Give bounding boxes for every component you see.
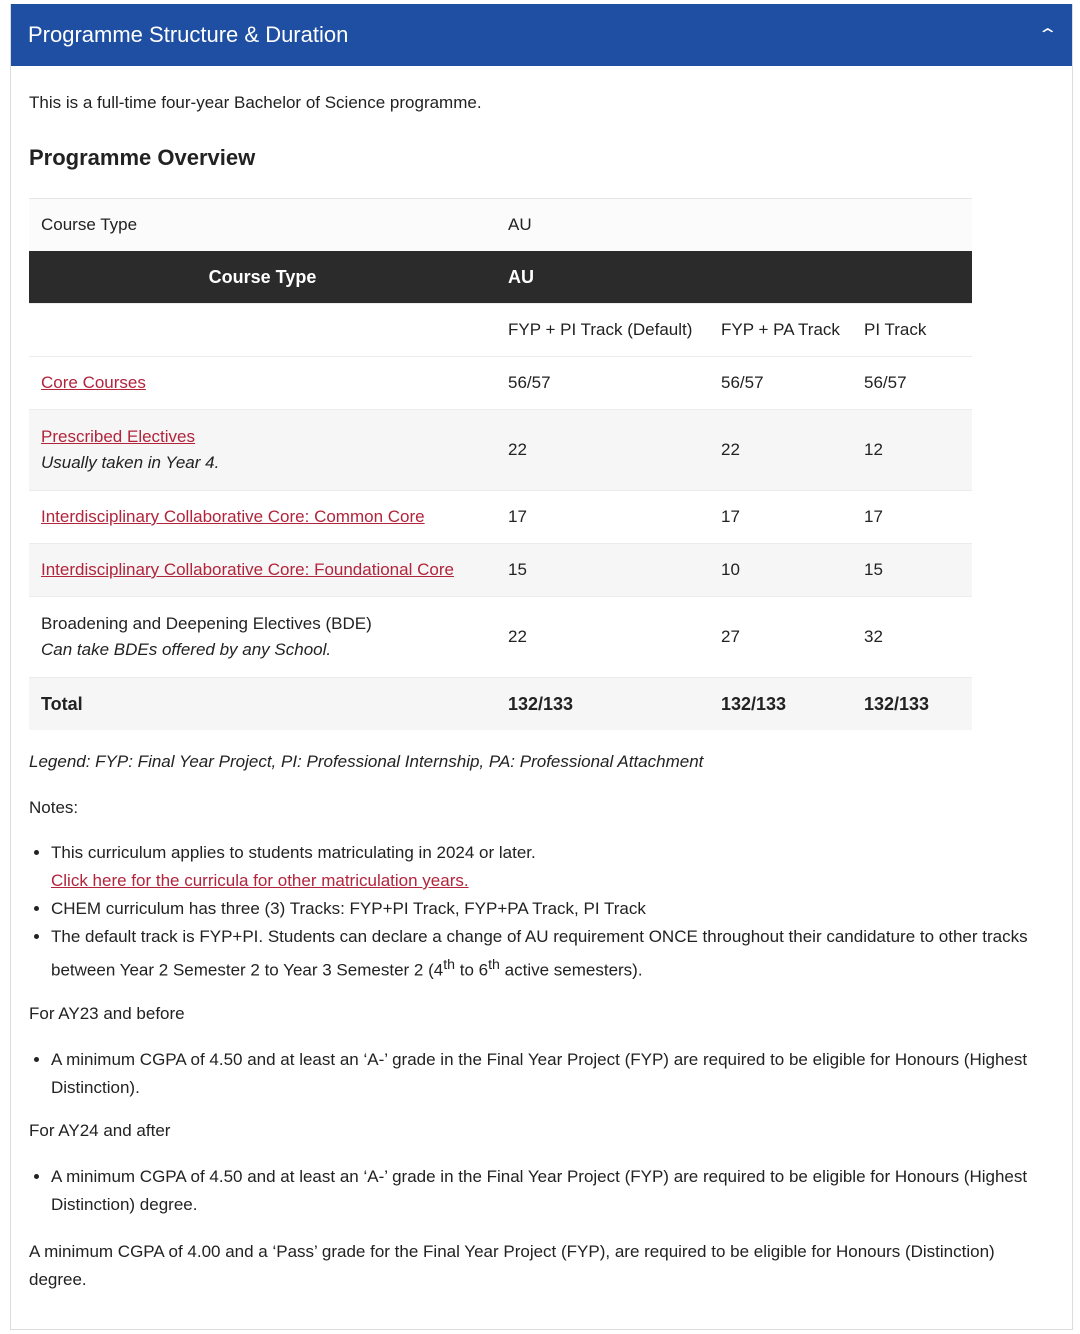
total-label: Total bbox=[29, 678, 496, 731]
superscript: th bbox=[443, 957, 456, 973]
table-cell: 32 bbox=[852, 597, 972, 678]
subheader-pi: PI Track bbox=[852, 304, 972, 357]
table-cell: 17 bbox=[852, 491, 972, 544]
ay24-list bbox=[29, 1163, 1054, 1219]
table-cell: 17 bbox=[496, 491, 709, 544]
notes-label: Notes: bbox=[29, 798, 79, 817]
table-cell: 22 bbox=[709, 410, 852, 491]
chevron-up-icon[interactable]: ⌃ bbox=[1036, 27, 1059, 44]
table-cell: 56/57 bbox=[496, 357, 709, 410]
row-note: Can take BDEs offered by any School. bbox=[41, 640, 332, 659]
other-curricula-link[interactable]: Click here for the curricula for other matriculation years. bbox=[51, 871, 469, 890]
header-course-type: Course Type bbox=[29, 251, 496, 304]
subheader-fyp-pa: FYP + PA Track bbox=[709, 304, 852, 357]
final-note: A minimum CGPA of 4.00 and a ‘Pass’ grade for the Final Year Project (FYP), are required to be eligible for Honours (Distinction) degree. bbox=[29, 1241, 995, 1289]
note-text: The default track is FYP+PI. Students can declare a change of AU requirement ONCE throughout their candidature to other tracks between Year 2 Semester 2 to Year 3 Semester 2 (4 bbox=[51, 927, 1028, 980]
list-item: • CHEM curriculum has three (3) Tracks: FYP+PI Track, FYP+PA Track, PI Track bbox=[51, 895, 1054, 923]
note-text: active semesters). bbox=[499, 960, 643, 980]
table-cell: 15 bbox=[496, 544, 709, 597]
total-cell: 132/133 bbox=[496, 678, 709, 731]
overview-table bbox=[29, 198, 972, 730]
legend-text: Legend: FYP: Final Year Project, PI: Professional Internship, PA: Professional Attachment bbox=[29, 752, 704, 771]
table-cell: 27 bbox=[709, 597, 852, 678]
superscript: th bbox=[488, 957, 500, 973]
note-text: This curriculum applies to students matriculating in 2024 or later. bbox=[51, 843, 536, 862]
table-row bbox=[29, 357, 972, 410]
table-row bbox=[29, 597, 972, 678]
ay23-label: For AY23 and before bbox=[29, 1003, 185, 1023]
list-item bbox=[51, 923, 1054, 985]
core-courses-link[interactable]: Core Courses bbox=[41, 373, 146, 392]
foundational-core-link[interactable]: Interdisciplinary Collaborative Core: Foundational Core bbox=[41, 560, 454, 579]
table-row bbox=[29, 491, 972, 544]
subheader-fyp-pi: FYP + PI Track (Default) bbox=[496, 304, 709, 357]
table-cell: 17 bbox=[709, 491, 852, 544]
prescribed-electives-link[interactable]: Prescribed Electives bbox=[41, 427, 196, 446]
overview-heading: Programme Overview bbox=[29, 145, 256, 170]
table-cell: 56/57 bbox=[852, 357, 972, 410]
ay23-list bbox=[29, 1046, 1054, 1102]
accordion-body bbox=[11, 93, 1072, 1294]
accordion-header[interactable] bbox=[11, 4, 1072, 66]
table-cell: 22 bbox=[496, 597, 709, 678]
common-core-link[interactable]: Interdisciplinary Collaborative Core: Common Core bbox=[41, 507, 425, 526]
total-cell: 132/133 bbox=[709, 678, 852, 731]
notes-list bbox=[29, 839, 1054, 985]
table-header-row bbox=[29, 251, 972, 304]
caption-course-type: Course Type bbox=[29, 199, 496, 252]
note-text: to 6 bbox=[455, 960, 489, 980]
header-au: AU bbox=[496, 251, 972, 304]
total-row bbox=[29, 678, 972, 731]
row-note: Usually taken in Year 4. bbox=[41, 453, 220, 472]
list-item bbox=[51, 839, 1054, 895]
table-cell: 22 bbox=[496, 410, 709, 491]
list-item: • A minimum CGPA of 4.50 and at least an ‘A-’ grade in the Final Year Project (FYP) are required to be eligible for Honours (Highest Distinction). bbox=[51, 1046, 1054, 1102]
list-item: • A minimum CGPA of 4.50 and at least an ‘A-’ grade in the Final Year Project (FYP) are required to be eligible for Honours (Highest Distinction) degree. bbox=[51, 1163, 1054, 1219]
table-cell: 10 bbox=[709, 544, 852, 597]
table-row bbox=[29, 410, 972, 491]
caption-au: AU bbox=[496, 199, 972, 252]
track-subheader-row bbox=[29, 304, 972, 357]
table-cell: 15 bbox=[852, 544, 972, 597]
bde-label: Broadening and Deepening Electives (BDE) bbox=[41, 614, 372, 633]
table-cell: 56/57 bbox=[709, 357, 852, 410]
total-cell: 132/133 bbox=[852, 678, 972, 731]
table-caption-row bbox=[29, 199, 972, 252]
intro-text: This is a full-time four-year Bachelor of Science programme. bbox=[29, 93, 482, 112]
ay24-label: For AY24 and after bbox=[29, 1120, 171, 1140]
subheader-blank bbox=[29, 304, 496, 357]
accordion-title: Programme Structure & Duration bbox=[28, 22, 349, 47]
programme-structure-accordion bbox=[10, 4, 1073, 1330]
table-row bbox=[29, 544, 972, 597]
table-cell: 12 bbox=[852, 410, 972, 491]
